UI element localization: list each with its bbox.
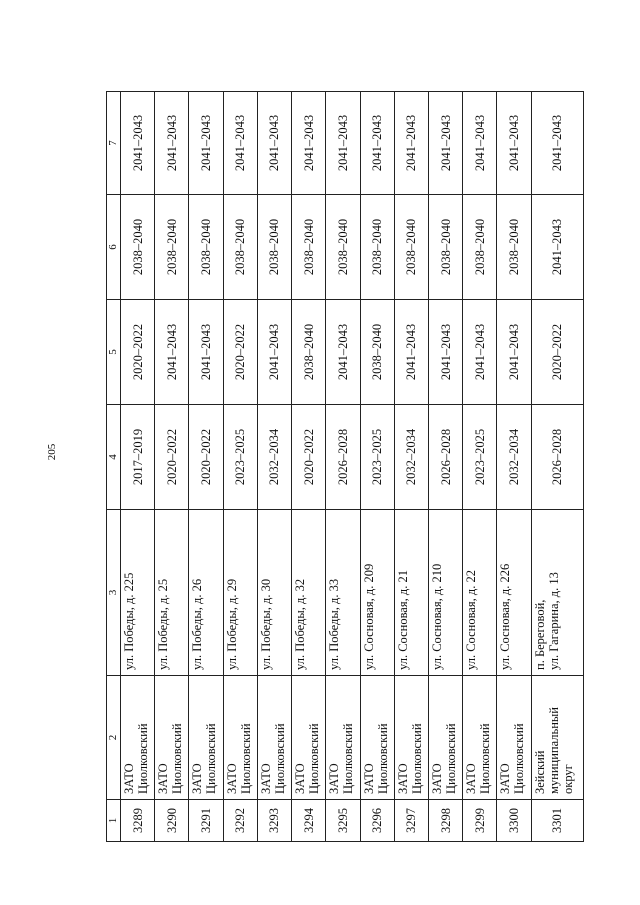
table-row xyxy=(223,92,257,842)
cell-area xyxy=(155,676,189,800)
cell-period-col6: 2038–2040 xyxy=(155,195,189,300)
cell-area xyxy=(360,676,394,800)
cell-period-col7: 2041–2043 xyxy=(257,92,291,195)
cell-period-col7: 2041–2043 xyxy=(394,92,428,195)
cell-area xyxy=(428,676,462,800)
cell-address-line: ул. Гагарина, д. 13 xyxy=(546,572,561,670)
column-header: 2 xyxy=(107,676,121,800)
cell-area xyxy=(326,676,360,800)
cell-area-line: округ xyxy=(560,764,575,794)
table-header-row xyxy=(107,92,121,842)
cell-period-col7: 2041–2043 xyxy=(463,92,497,195)
rotated-table-wrapper xyxy=(106,92,584,842)
cell-period-col4: 2023–2025 xyxy=(223,405,257,510)
cell-area-line: ЗАТО xyxy=(122,763,137,794)
cell-address-line: ул. Победы, д. 32 xyxy=(293,578,308,670)
cell-area xyxy=(257,676,291,800)
cell-address-line: ул. Сосновая, д. 209 xyxy=(361,563,376,670)
cell-period-col4: 2026–2028 xyxy=(326,405,360,510)
cell-period-col5: 2020–2022 xyxy=(531,300,583,405)
cell-area-line: Циолковский xyxy=(443,723,458,794)
cell-area xyxy=(497,676,531,800)
cell-area-line: ЗАТО xyxy=(156,763,171,794)
cell-number: 3291 xyxy=(189,800,223,842)
cell-address xyxy=(155,510,189,676)
cell-address-line: ул. Сосновая, д. 22 xyxy=(464,570,479,670)
cell-period-col4: 2020–2022 xyxy=(189,405,223,510)
cell-area-line: ЗАТО xyxy=(327,763,342,794)
cell-period-col6: 2038–2040 xyxy=(497,195,531,300)
cell-address-line: ул. Победы, д. 25 xyxy=(156,578,171,670)
cell-address-line: ул. Сосновая, д. 210 xyxy=(429,563,444,670)
cell-area xyxy=(531,676,583,800)
column-header: 7 xyxy=(107,92,121,195)
cell-period-col7: 2041–2043 xyxy=(326,92,360,195)
cell-number: 3293 xyxy=(257,800,291,842)
table-row xyxy=(394,92,428,842)
cell-address xyxy=(360,510,394,676)
table-row xyxy=(497,92,531,842)
cell-period-col6: 2038–2040 xyxy=(189,195,223,300)
column-header: 1 xyxy=(107,800,121,842)
table-row xyxy=(189,92,223,842)
cell-period-col6: 2038–2040 xyxy=(360,195,394,300)
cell-address xyxy=(497,510,531,676)
cell-number: 3292 xyxy=(223,800,257,842)
table-row xyxy=(463,92,497,842)
cell-period-col5: 2020–2022 xyxy=(223,300,257,405)
cell-area-line: Циолковский xyxy=(341,723,356,794)
cell-area-line: ЗАТО xyxy=(464,763,479,794)
cell-address-line: ул. Победы, д. 225 xyxy=(122,572,137,670)
cell-period-col5: 2041–2043 xyxy=(155,300,189,405)
cell-area xyxy=(121,676,155,800)
cell-period-col7: 2041–2043 xyxy=(223,92,257,195)
cell-address xyxy=(292,510,326,676)
cell-number: 3299 xyxy=(463,800,497,842)
cell-period-col7: 2041–2043 xyxy=(428,92,462,195)
cell-area-line: Циолковский xyxy=(375,723,390,794)
cell-period-col6: 2038–2040 xyxy=(257,195,291,300)
cell-period-col7: 2041–2043 xyxy=(121,92,155,195)
cell-period-col5: 2041–2043 xyxy=(463,300,497,405)
cell-period-col6: 2038–2040 xyxy=(394,195,428,300)
cell-area xyxy=(223,676,257,800)
cell-address-line: ул. Победы, д. 29 xyxy=(224,578,239,670)
column-header: 4 xyxy=(107,405,121,510)
cell-address xyxy=(189,510,223,676)
table-row xyxy=(326,92,360,842)
cell-period-col5: 2041–2043 xyxy=(257,300,291,405)
cell-address-line: ул. Победы, д. 26 xyxy=(190,578,205,670)
cell-period-col5: 2041–2043 xyxy=(394,300,428,405)
table-row xyxy=(121,92,155,842)
cell-area-line: ЗАТО xyxy=(361,763,376,794)
cell-period-col6: 2038–2040 xyxy=(326,195,360,300)
cell-area-line: ЗАТО xyxy=(395,763,410,794)
cell-area-line: муниципальный xyxy=(546,707,561,794)
cell-period-col4: 2020–2022 xyxy=(292,405,326,510)
cell-period-col6: 2038–2040 xyxy=(428,195,462,300)
cell-period-col6: 2038–2040 xyxy=(463,195,497,300)
cell-address-line: ул. Победы, д. 30 xyxy=(258,578,273,670)
table-row xyxy=(531,92,583,842)
column-header: 5 xyxy=(107,300,121,405)
cell-period-col7: 2041–2043 xyxy=(497,92,531,195)
cell-address xyxy=(463,510,497,676)
cell-number: 3295 xyxy=(326,800,360,842)
cell-number: 3289 xyxy=(121,800,155,842)
cell-period-col6: 2038–2040 xyxy=(292,195,326,300)
cell-address xyxy=(428,510,462,676)
cell-period-col4: 2023–2025 xyxy=(463,405,497,510)
cell-area xyxy=(292,676,326,800)
cell-number: 3296 xyxy=(360,800,394,842)
cell-number: 3297 xyxy=(394,800,428,842)
cell-area-line: Циолковский xyxy=(204,723,219,794)
cell-address xyxy=(257,510,291,676)
table-row xyxy=(360,92,394,842)
table-row xyxy=(292,92,326,842)
cell-address xyxy=(394,510,428,676)
cell-period-col6: 2041–2043 xyxy=(531,195,583,300)
cell-area-line: Циолковский xyxy=(409,723,424,794)
cell-period-col5: 2038–2040 xyxy=(360,300,394,405)
cell-area-line: ЗАТО xyxy=(258,763,273,794)
cell-period-col4: 2032–2034 xyxy=(394,405,428,510)
cell-period-col6: 2038–2040 xyxy=(223,195,257,300)
cell-area-line: ЗАТО xyxy=(190,763,205,794)
cell-area-line: ЗАТО xyxy=(224,763,239,794)
cell-period-col7: 2041–2043 xyxy=(292,92,326,195)
cell-number: 3294 xyxy=(292,800,326,842)
cell-period-col4: 2023–2025 xyxy=(360,405,394,510)
cell-area xyxy=(189,676,223,800)
cell-period-col6: 2038–2040 xyxy=(121,195,155,300)
cell-period-col4: 2032–2034 xyxy=(257,405,291,510)
cell-period-col7: 2041–2043 xyxy=(155,92,189,195)
cell-area-line: ЗАТО xyxy=(429,763,444,794)
cell-period-col4: 2026–2028 xyxy=(428,405,462,510)
cell-period-col7: 2041–2043 xyxy=(360,92,394,195)
table-row xyxy=(257,92,291,842)
cell-period-col5: 2041–2043 xyxy=(189,300,223,405)
cell-address-line: ул. Сосновая, д. 21 xyxy=(395,570,410,670)
cell-period-col5: 2020–2022 xyxy=(121,300,155,405)
cell-area-line: ЗАТО xyxy=(293,763,308,794)
cell-address xyxy=(326,510,360,676)
cell-address-line: п. Береговой, xyxy=(532,599,547,670)
cell-area-line: Циолковский xyxy=(272,723,287,794)
page-number: 205 xyxy=(46,443,58,461)
cell-area-line: Циолковский xyxy=(170,723,185,794)
cell-area xyxy=(463,676,497,800)
cell-address xyxy=(223,510,257,676)
cell-period-col5: 2038–2040 xyxy=(292,300,326,405)
cell-number: 3290 xyxy=(155,800,189,842)
cell-address-line: ул. Сосновая, д. 226 xyxy=(498,563,513,670)
table-row xyxy=(155,92,189,842)
cell-period-col5: 2041–2043 xyxy=(428,300,462,405)
cell-address xyxy=(531,510,583,676)
cell-period-col5: 2041–2043 xyxy=(326,300,360,405)
data-table xyxy=(106,91,584,842)
cell-period-col4: 2032–2034 xyxy=(497,405,531,510)
cell-area-line: Циолковский xyxy=(238,723,253,794)
column-header: 6 xyxy=(107,195,121,300)
cell-area-line: Циолковский xyxy=(512,723,527,794)
table-row xyxy=(428,92,462,842)
cell-number: 3300 xyxy=(497,800,531,842)
cell-address-line: ул. Победы, д. 33 xyxy=(327,578,342,670)
cell-period-col7: 2041–2043 xyxy=(189,92,223,195)
cell-period-col5: 2041–2043 xyxy=(497,300,531,405)
cell-address xyxy=(121,510,155,676)
cell-period-col4: 2017–2019 xyxy=(121,405,155,510)
cell-area-line: ЗАТО xyxy=(498,763,513,794)
column-header: 3 xyxy=(107,510,121,676)
cell-number: 3301 xyxy=(531,800,583,842)
cell-area-line: Зейский xyxy=(532,750,547,794)
cell-area-line: Циолковский xyxy=(478,723,493,794)
cell-number: 3298 xyxy=(428,800,462,842)
cell-area-line: Циолковский xyxy=(136,723,151,794)
cell-period-col7: 2041–2043 xyxy=(531,92,583,195)
cell-period-col4: 2020–2022 xyxy=(155,405,189,510)
cell-period-col4: 2026–2028 xyxy=(531,405,583,510)
cell-area-line: Циолковский xyxy=(307,723,322,794)
cell-area xyxy=(394,676,428,800)
